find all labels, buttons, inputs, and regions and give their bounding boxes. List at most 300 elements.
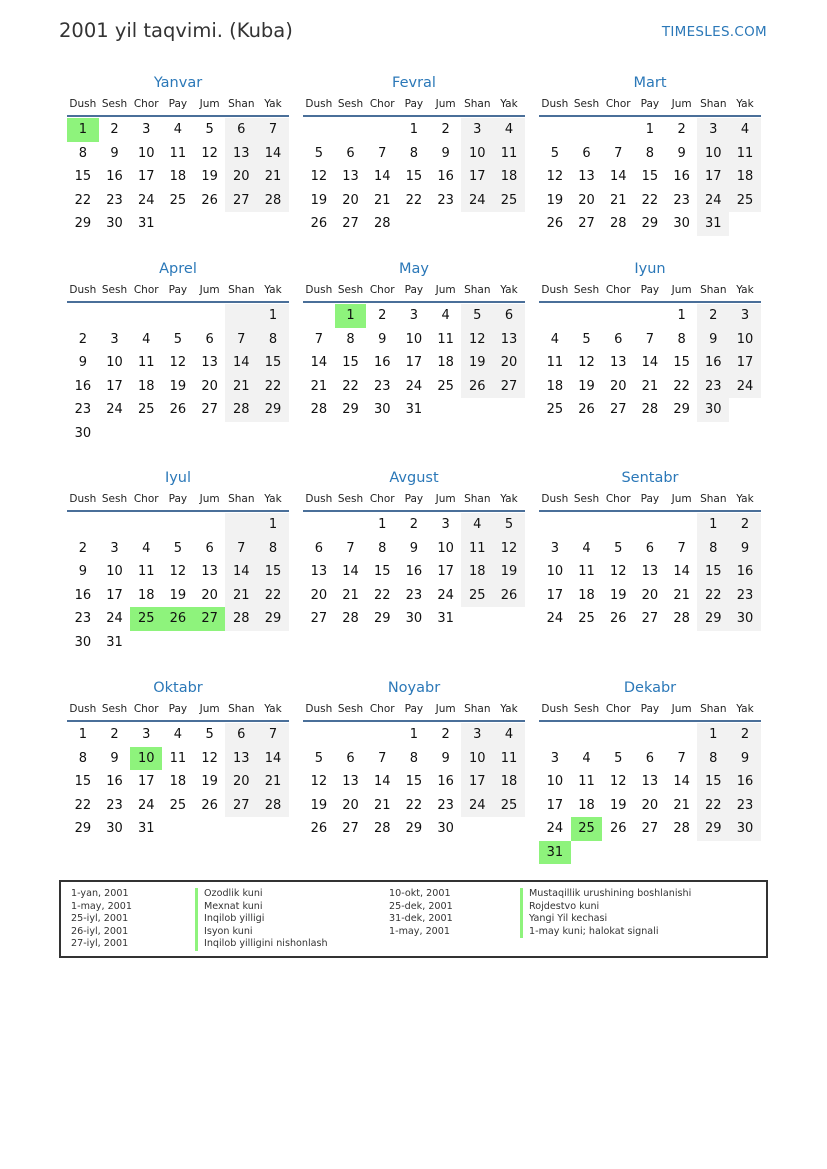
day-cell: 22 xyxy=(74,192,92,208)
day-cell: 3 xyxy=(110,331,119,347)
weekday-label: Yak xyxy=(736,703,754,715)
day-cell: 22 xyxy=(641,192,659,208)
holiday-day: 10 xyxy=(130,747,162,771)
day-cell: 24 xyxy=(697,189,729,213)
day-cell: 5 xyxy=(205,122,214,137)
legend-date: 25-dek, 2001 xyxy=(389,900,453,912)
day-cell: 8 xyxy=(78,750,87,766)
weekday-label: Sesh xyxy=(101,98,128,110)
day-cell: 31 xyxy=(697,212,729,236)
day-cell: 21 xyxy=(609,192,627,208)
day-cell: 15 xyxy=(697,560,729,584)
day-cell: 11 xyxy=(437,331,454,347)
weekday-label: Jum xyxy=(671,284,692,296)
day-cell: 15 xyxy=(697,770,729,794)
day-cell: 6 xyxy=(314,540,323,556)
day-cell: 12 xyxy=(310,169,328,184)
day-cell: 24 xyxy=(461,794,493,818)
day-cell: 3 xyxy=(550,540,559,556)
day-cell: 2 xyxy=(110,122,119,137)
weekday-header xyxy=(303,280,525,303)
weekday-label: Shan xyxy=(700,493,727,505)
day-cell: 26 xyxy=(310,216,328,231)
weekday-label: Jum xyxy=(199,493,220,505)
day-cell: 5 xyxy=(461,304,493,328)
weekday-label: Shan xyxy=(464,493,491,505)
day-cell: 21 xyxy=(373,192,391,208)
weekday-header xyxy=(539,94,761,117)
day-cell: 6 xyxy=(645,750,655,766)
empty-cell xyxy=(666,723,698,747)
weekday-label: Pay xyxy=(404,284,424,296)
day-cell: 29 xyxy=(74,216,92,231)
day-cell: 11 xyxy=(137,355,155,370)
month-avgust xyxy=(303,468,525,631)
weekday-label: Sesh xyxy=(337,703,364,715)
day-cell: 4 xyxy=(441,308,450,323)
weekday-label: Sesh xyxy=(101,493,128,505)
day-cell: 8 xyxy=(78,145,87,161)
day-grid xyxy=(303,513,525,631)
empty-cell xyxy=(335,723,367,747)
weekday-header xyxy=(303,489,525,512)
day-grid xyxy=(539,513,761,631)
day-cell: 1 xyxy=(677,308,686,323)
day-cell: 8 xyxy=(697,747,729,771)
month-fevral xyxy=(303,73,525,236)
day-cell: 17 xyxy=(106,587,123,603)
day-cell: 20 xyxy=(493,351,525,375)
weekday-label: Chor xyxy=(369,493,395,505)
day-cell: 2 xyxy=(409,517,419,532)
day-cell: 25 xyxy=(137,402,155,417)
holiday-day: 27 xyxy=(194,607,226,631)
day-cell: 12 xyxy=(310,774,328,789)
legend-dates-left xyxy=(71,888,132,951)
weekday-label: Shan xyxy=(228,284,255,296)
weekday-label: Yak xyxy=(264,703,282,715)
holiday-day: 25 xyxy=(571,817,603,841)
empty-cell xyxy=(539,513,571,537)
day-cell: 31 xyxy=(137,216,155,231)
day-cell: 14 xyxy=(641,355,659,370)
day-cell: 27 xyxy=(578,216,595,231)
day-cell: 5 xyxy=(614,540,623,556)
day-cell: 19 xyxy=(609,797,627,813)
day-cell: 25 xyxy=(169,797,187,813)
day-cell: 22 xyxy=(697,584,729,608)
legend-date: 31-dek, 2001 xyxy=(389,913,453,925)
day-cell: 22 xyxy=(673,378,690,394)
weekday-label: Jum xyxy=(435,284,456,296)
day-cell: 3 xyxy=(697,118,729,142)
day-cell: 17 xyxy=(137,169,155,184)
day-cell: 15 xyxy=(74,774,92,789)
day-cell: 25 xyxy=(729,189,761,213)
day-cell: 7 xyxy=(257,118,289,142)
legend-date: 10-okt, 2001 xyxy=(389,888,451,899)
day-cell: 9 xyxy=(697,328,729,352)
day-cell: 17 xyxy=(461,770,493,794)
weekday-header xyxy=(67,280,289,303)
month-noyabr xyxy=(303,678,525,841)
weekday-label: Dush xyxy=(541,493,569,505)
weekday-label: Sesh xyxy=(101,703,128,715)
day-cell: 13 xyxy=(342,774,359,789)
day-cell: 26 xyxy=(493,584,525,608)
day-cell: 18 xyxy=(461,560,493,584)
month-iyul xyxy=(67,468,289,654)
day-cell: 19 xyxy=(201,774,218,789)
day-cell: 10 xyxy=(461,142,493,166)
weekday-header xyxy=(67,699,289,722)
day-cell: 17 xyxy=(461,165,493,189)
day-cell: 10 xyxy=(405,331,423,347)
day-cell: 28 xyxy=(225,398,257,422)
day-cell: 16 xyxy=(106,774,123,789)
day-cell: 10 xyxy=(137,145,155,161)
day-cell: 18 xyxy=(729,165,761,189)
day-cell: 26 xyxy=(461,375,493,399)
empty-cell xyxy=(130,513,162,537)
day-cell: 13 xyxy=(225,142,257,166)
day-cell: 24 xyxy=(461,189,493,213)
day-cell: 5 xyxy=(314,145,323,161)
empty-cell xyxy=(335,513,367,537)
month-name: Aprel xyxy=(159,261,197,277)
day-cell: 21 xyxy=(225,375,257,399)
day-cell: 16 xyxy=(437,774,454,789)
weekday-label: Shan xyxy=(228,493,255,505)
weekday-label: Chor xyxy=(605,98,631,110)
weekday-label: Dush xyxy=(305,98,333,110)
day-cell: 12 xyxy=(493,537,525,561)
day-cell: 11 xyxy=(493,142,525,166)
day-cell: 15 xyxy=(641,169,659,184)
empty-cell xyxy=(571,723,603,747)
day-cell: 1 xyxy=(697,513,729,537)
day-cell: 28 xyxy=(641,402,659,417)
day-grid xyxy=(539,723,761,864)
month-oktabr xyxy=(67,678,289,841)
weekday-label: Sesh xyxy=(573,493,600,505)
legend-date: 26-iyl, 2001 xyxy=(71,925,129,937)
day-cell: 15 xyxy=(405,774,423,789)
weekday-label: Pay xyxy=(168,493,188,505)
day-cell: 6 xyxy=(225,723,257,747)
day-cell: 23 xyxy=(106,192,123,208)
day-cell: 24 xyxy=(437,587,454,603)
legend-holiday-name: Inqilob yilligi xyxy=(195,913,328,926)
day-cell: 29 xyxy=(74,821,92,836)
weekday-label: Dush xyxy=(69,98,97,110)
day-cell: 10 xyxy=(461,747,493,771)
legend-names-right xyxy=(520,888,691,938)
day-cell: 20 xyxy=(578,192,595,208)
day-cell: 28 xyxy=(310,402,328,417)
day-cell: 16 xyxy=(74,587,92,603)
day-cell: 10 xyxy=(546,564,564,579)
legend-date: 27-iyl, 2001 xyxy=(71,938,129,950)
day-cell: 20 xyxy=(310,587,328,603)
day-cell: 1 xyxy=(378,517,387,532)
day-cell: 2 xyxy=(697,304,729,328)
month-aprel xyxy=(67,259,289,445)
weekday-header xyxy=(67,489,289,512)
day-cell: 15 xyxy=(405,169,423,184)
day-cell: 28 xyxy=(342,611,359,626)
day-cell: 17 xyxy=(405,355,423,370)
day-cell: 21 xyxy=(673,797,690,813)
day-cell: 19 xyxy=(169,378,187,394)
weekday-label: Sesh xyxy=(337,284,364,296)
day-cell: 3 xyxy=(550,750,559,766)
legend-date: 1-may, 2001 xyxy=(71,900,132,912)
empty-cell xyxy=(602,118,634,142)
month-name: Mart xyxy=(633,75,667,91)
day-cell: 14 xyxy=(225,560,257,584)
legend-holiday-name: Ozodlik kuni xyxy=(195,888,328,901)
day-grid xyxy=(303,118,525,236)
day-cell: 21 xyxy=(641,378,659,394)
day-cell: 23 xyxy=(437,797,454,813)
day-cell: 16 xyxy=(437,169,454,184)
day-grid xyxy=(303,304,525,422)
day-cell: 14 xyxy=(673,564,690,579)
legend-holiday-name: Isyon kuni xyxy=(195,926,328,939)
day-cell: 28 xyxy=(673,821,690,836)
legend-holiday-name: 1-may kuni; halokat signali xyxy=(520,926,691,939)
day-cell: 19 xyxy=(169,587,187,603)
day-cell: 1 xyxy=(409,727,419,742)
day-cell: 22 xyxy=(405,797,423,813)
day-cell: 31 xyxy=(437,611,454,626)
day-cell: 16 xyxy=(373,355,391,370)
day-cell: 8 xyxy=(409,145,419,161)
day-cell: 7 xyxy=(378,750,387,766)
day-cell: 1 xyxy=(645,122,655,137)
day-cell: 30 xyxy=(697,398,729,422)
day-cell: 4 xyxy=(173,122,183,137)
day-cell: 24 xyxy=(546,821,564,836)
weekday-label: Shan xyxy=(228,98,255,110)
day-cell: 12 xyxy=(546,169,564,184)
day-cell: 6 xyxy=(346,750,355,766)
month-iyun xyxy=(539,259,761,422)
day-cell: 15 xyxy=(373,564,391,579)
day-cell: 15 xyxy=(257,351,289,375)
month-name: May xyxy=(399,261,429,277)
day-cell: 23 xyxy=(405,587,423,603)
day-cell: 13 xyxy=(342,169,359,184)
day-cell: 20 xyxy=(201,587,218,603)
day-cell: 19 xyxy=(578,378,595,394)
empty-cell xyxy=(194,513,226,537)
day-cell: 28 xyxy=(673,611,690,626)
day-cell: 11 xyxy=(169,750,187,766)
day-cell: 3 xyxy=(729,304,761,328)
weekday-label: Dush xyxy=(305,284,333,296)
day-cell: 22 xyxy=(342,378,359,394)
day-cell: 20 xyxy=(201,378,218,394)
empty-cell xyxy=(602,723,634,747)
day-cell: 31 xyxy=(137,821,155,836)
day-cell: 16 xyxy=(697,351,729,375)
day-cell: 20 xyxy=(342,797,359,813)
day-cell: 26 xyxy=(201,192,218,208)
day-cell: 9 xyxy=(441,145,450,161)
empty-cell xyxy=(67,513,99,537)
day-cell: 15 xyxy=(257,560,289,584)
weekday-label: Sesh xyxy=(101,284,128,296)
day-cell: 10 xyxy=(106,355,123,370)
day-cell: 11 xyxy=(546,355,564,370)
day-cell: 30 xyxy=(437,821,454,836)
empty-cell xyxy=(571,118,603,142)
day-cell: 8 xyxy=(677,331,686,347)
day-cell: 7 xyxy=(614,145,623,161)
day-cell: 12 xyxy=(461,328,493,352)
day-cell: 8 xyxy=(257,328,289,352)
day-cell: 17 xyxy=(546,587,564,603)
day-cell: 22 xyxy=(373,587,391,603)
day-grid xyxy=(67,118,289,236)
weekday-label: Chor xyxy=(369,703,395,715)
legend-holiday-name: Rojdestvo kuni xyxy=(520,901,691,914)
day-cell: 19 xyxy=(310,797,328,813)
day-cell: 27 xyxy=(201,402,218,417)
day-cell: 3 xyxy=(409,308,419,323)
weekday-label: Yak xyxy=(264,493,282,505)
day-cell: 8 xyxy=(697,537,729,561)
day-cell: 29 xyxy=(257,398,289,422)
empty-cell xyxy=(366,723,398,747)
day-grid xyxy=(67,304,289,445)
day-cell: 7 xyxy=(677,540,686,556)
day-cell: 16 xyxy=(74,378,92,394)
day-cell: 27 xyxy=(225,189,257,213)
day-cell: 14 xyxy=(257,142,289,166)
weekday-label: Chor xyxy=(605,284,631,296)
day-cell: 1 xyxy=(409,122,419,137)
day-cell: 14 xyxy=(609,169,627,184)
empty-cell xyxy=(539,723,571,747)
day-cell: 2 xyxy=(441,122,450,137)
day-cell: 13 xyxy=(493,328,525,352)
empty-cell xyxy=(366,118,398,142)
day-cell: 28 xyxy=(373,821,391,836)
day-cell: 18 xyxy=(137,587,155,603)
day-cell: 30 xyxy=(729,607,761,631)
day-cell: 10 xyxy=(729,328,761,352)
day-cell: 18 xyxy=(546,378,564,394)
day-cell: 7 xyxy=(645,331,655,347)
weekday-label: Yak xyxy=(736,284,754,296)
day-cell: 23 xyxy=(729,794,761,818)
day-cell: 24 xyxy=(137,192,155,208)
weekday-label: Shan xyxy=(700,98,727,110)
day-cell: 22 xyxy=(257,584,289,608)
day-cell: 9 xyxy=(110,750,119,766)
day-cell: 27 xyxy=(342,821,359,836)
day-cell: 21 xyxy=(310,378,328,394)
month-name: Iyul xyxy=(164,470,192,486)
day-cell: 5 xyxy=(550,145,559,161)
day-cell: 24 xyxy=(137,797,155,813)
weekday-label: Yak xyxy=(736,493,754,505)
day-cell: 9 xyxy=(729,747,761,771)
day-cell: 13 xyxy=(641,774,659,789)
day-cell: 14 xyxy=(257,747,289,771)
day-cell: 2 xyxy=(78,540,87,556)
weekday-label: Chor xyxy=(133,98,159,110)
empty-cell xyxy=(130,304,162,328)
day-cell: 23 xyxy=(74,611,92,626)
empty-cell xyxy=(634,304,666,328)
legend-dates-right xyxy=(389,888,453,938)
day-cell: 4 xyxy=(461,513,493,537)
day-cell: 6 xyxy=(614,331,623,347)
day-cell: 21 xyxy=(373,797,391,813)
day-cell: 15 xyxy=(74,169,92,184)
brand-link[interactable]: TIMESLES.COM xyxy=(661,24,767,40)
day-cell: 8 xyxy=(257,537,289,561)
weekday-label: Pay xyxy=(404,493,424,505)
day-cell: 29 xyxy=(405,821,423,836)
day-cell: 5 xyxy=(173,331,183,347)
weekday-label: Pay xyxy=(168,98,188,110)
day-cell: 9 xyxy=(677,145,686,161)
day-cell: 11 xyxy=(729,142,761,166)
day-cell: 11 xyxy=(493,747,525,771)
day-cell: 18 xyxy=(578,587,595,603)
day-cell: 25 xyxy=(169,192,187,208)
day-cell: 28 xyxy=(257,794,289,818)
day-cell: 26 xyxy=(310,821,328,836)
day-cell: 12 xyxy=(609,774,627,789)
day-cell: 27 xyxy=(641,821,659,836)
weekday-label: Shan xyxy=(700,703,727,715)
day-cell: 14 xyxy=(673,774,690,789)
weekday-label: Pay xyxy=(404,703,424,715)
day-cell: 18 xyxy=(493,770,525,794)
day-cell: 9 xyxy=(409,540,419,556)
weekday-label: Dush xyxy=(69,493,97,505)
day-cell: 2 xyxy=(110,727,119,742)
day-cell: 19 xyxy=(609,587,627,603)
weekday-label: Dush xyxy=(69,703,97,715)
day-cell: 6 xyxy=(205,540,214,556)
day-cell: 27 xyxy=(609,402,627,417)
weekday-label: Pay xyxy=(640,493,660,505)
empty-cell xyxy=(162,513,194,537)
empty-cell xyxy=(539,118,571,142)
day-grid xyxy=(303,723,525,841)
day-cell: 27 xyxy=(641,611,659,626)
day-cell: 8 xyxy=(645,145,655,161)
weekday-label: Jum xyxy=(435,703,456,715)
day-cell: 12 xyxy=(169,355,187,370)
day-cell: 4 xyxy=(582,750,591,766)
day-cell: 13 xyxy=(578,169,595,184)
day-cell: 5 xyxy=(582,331,591,347)
day-cell: 24 xyxy=(546,611,564,626)
empty-cell xyxy=(602,304,634,328)
day-cell: 7 xyxy=(257,723,289,747)
weekday-label: Pay xyxy=(640,284,660,296)
day-cell: 6 xyxy=(205,331,214,347)
day-cell: 5 xyxy=(205,727,214,742)
